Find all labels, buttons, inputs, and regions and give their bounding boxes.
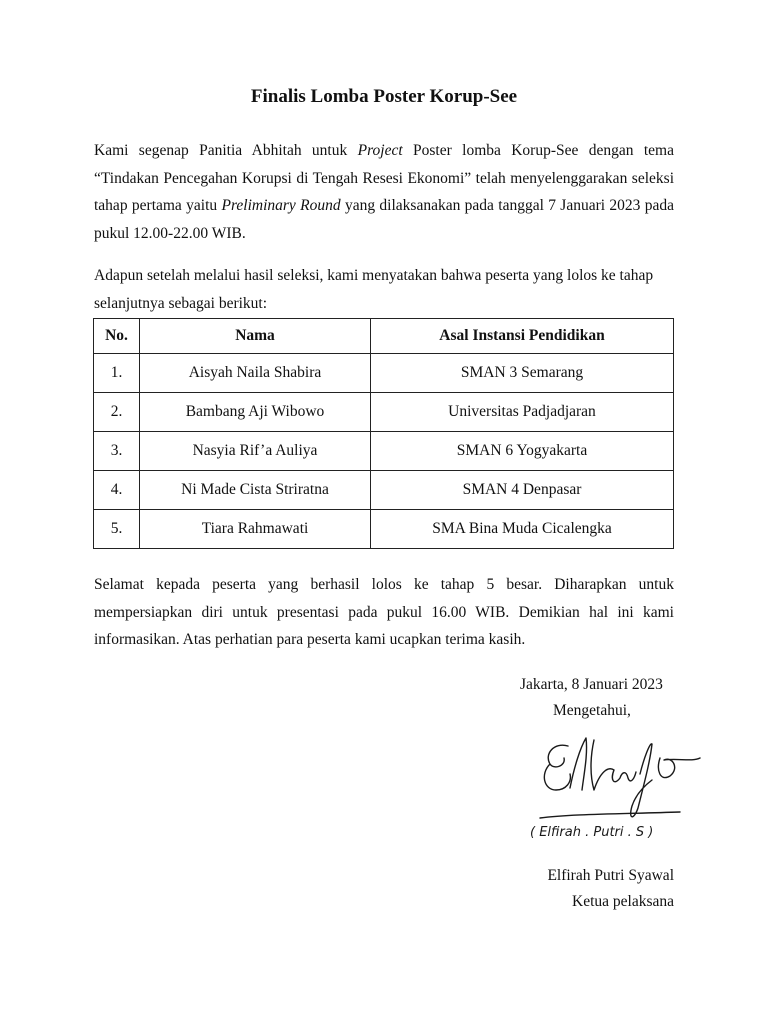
document-title: Finalis Lomba Poster Korup-See [250, 86, 518, 107]
header-name: Nama [140, 319, 371, 354]
row-no: 3. [94, 432, 140, 471]
table-row [94, 393, 674, 432]
signer-name: Elfirah Putri Syawal [547, 867, 674, 884]
table-row [94, 354, 674, 393]
intro-text-3: yang dilaksanakan pada tanggal 7 Januari 2023 pada pukul 12.00-22.00 WIB. [94, 197, 674, 242]
row-institution: Universitas Padjadjaran [371, 393, 674, 432]
table-row [94, 432, 674, 471]
row-name: Bambang Aji Wibowo [140, 393, 371, 432]
handwritten-signature [510, 728, 710, 860]
intro-italic-project: Project [357, 142, 403, 159]
intro-paragraph [94, 137, 674, 247]
acknowledged-label: Mengetahui, [553, 702, 631, 719]
row-no: 2. [94, 393, 140, 432]
row-name: Ni Made Cista Striratna [140, 471, 371, 510]
table-row [94, 471, 674, 510]
row-no: 5. [94, 510, 140, 549]
header-no: No. [94, 319, 140, 354]
lead-in-paragraph: Adapun setelah melalui hasil seleksi, kami menyatakan bahwa peserta yang lolos ke tahap selanjutnya sebagai berikut: [94, 267, 654, 312]
finalists-table [93, 318, 674, 549]
signer-role: Ketua pelaksana [572, 893, 674, 910]
row-institution: SMA Bina Muda Cicalengka [371, 510, 674, 549]
intro-text-2: Poster lomba Korup-See dengan tema “Tindakan Pencegahan Korupsi di Tengah Resesi Ekonomi” telah menyelenggarakan seleksi tahap pertama yaitu [94, 142, 674, 214]
intro-text-1: Kami segenap Panitia Abhitah untuk [94, 142, 358, 159]
closing-paragraph: Selamat kepada peserta yang berhasil lolos ke tahap 5 besar. Diharapkan untuk mempersiapkan diri untuk presentasi pada pukul 16.00 WIB. Demikian hal ini kami informasikan. Atas perhatian para peserta kami ucapkan terima kasih. [94, 576, 674, 648]
header-institution: Asal Instansi Pendidikan [371, 319, 674, 354]
table-header-row [94, 319, 674, 354]
row-institution: SMAN 4 Denpasar [371, 471, 674, 510]
place-date: Jakarta, 8 Januari 2023 [520, 676, 663, 693]
row-no: 1. [94, 354, 140, 393]
row-name: Tiara Rahmawati [140, 510, 371, 549]
row-institution: SMAN 6 Yogyakarta [371, 432, 674, 471]
row-name: Aisyah Naila Shabira [140, 354, 371, 393]
signature-caption: ( Elfirah . Putri . S ) [530, 825, 654, 840]
row-institution: SMAN 3 Semarang [371, 354, 674, 393]
table-row [94, 510, 674, 549]
row-name: Nasyia Rif’a Auliya [140, 432, 371, 471]
intro-italic-round: Preliminary Round [221, 197, 341, 214]
row-no: 4. [94, 471, 140, 510]
